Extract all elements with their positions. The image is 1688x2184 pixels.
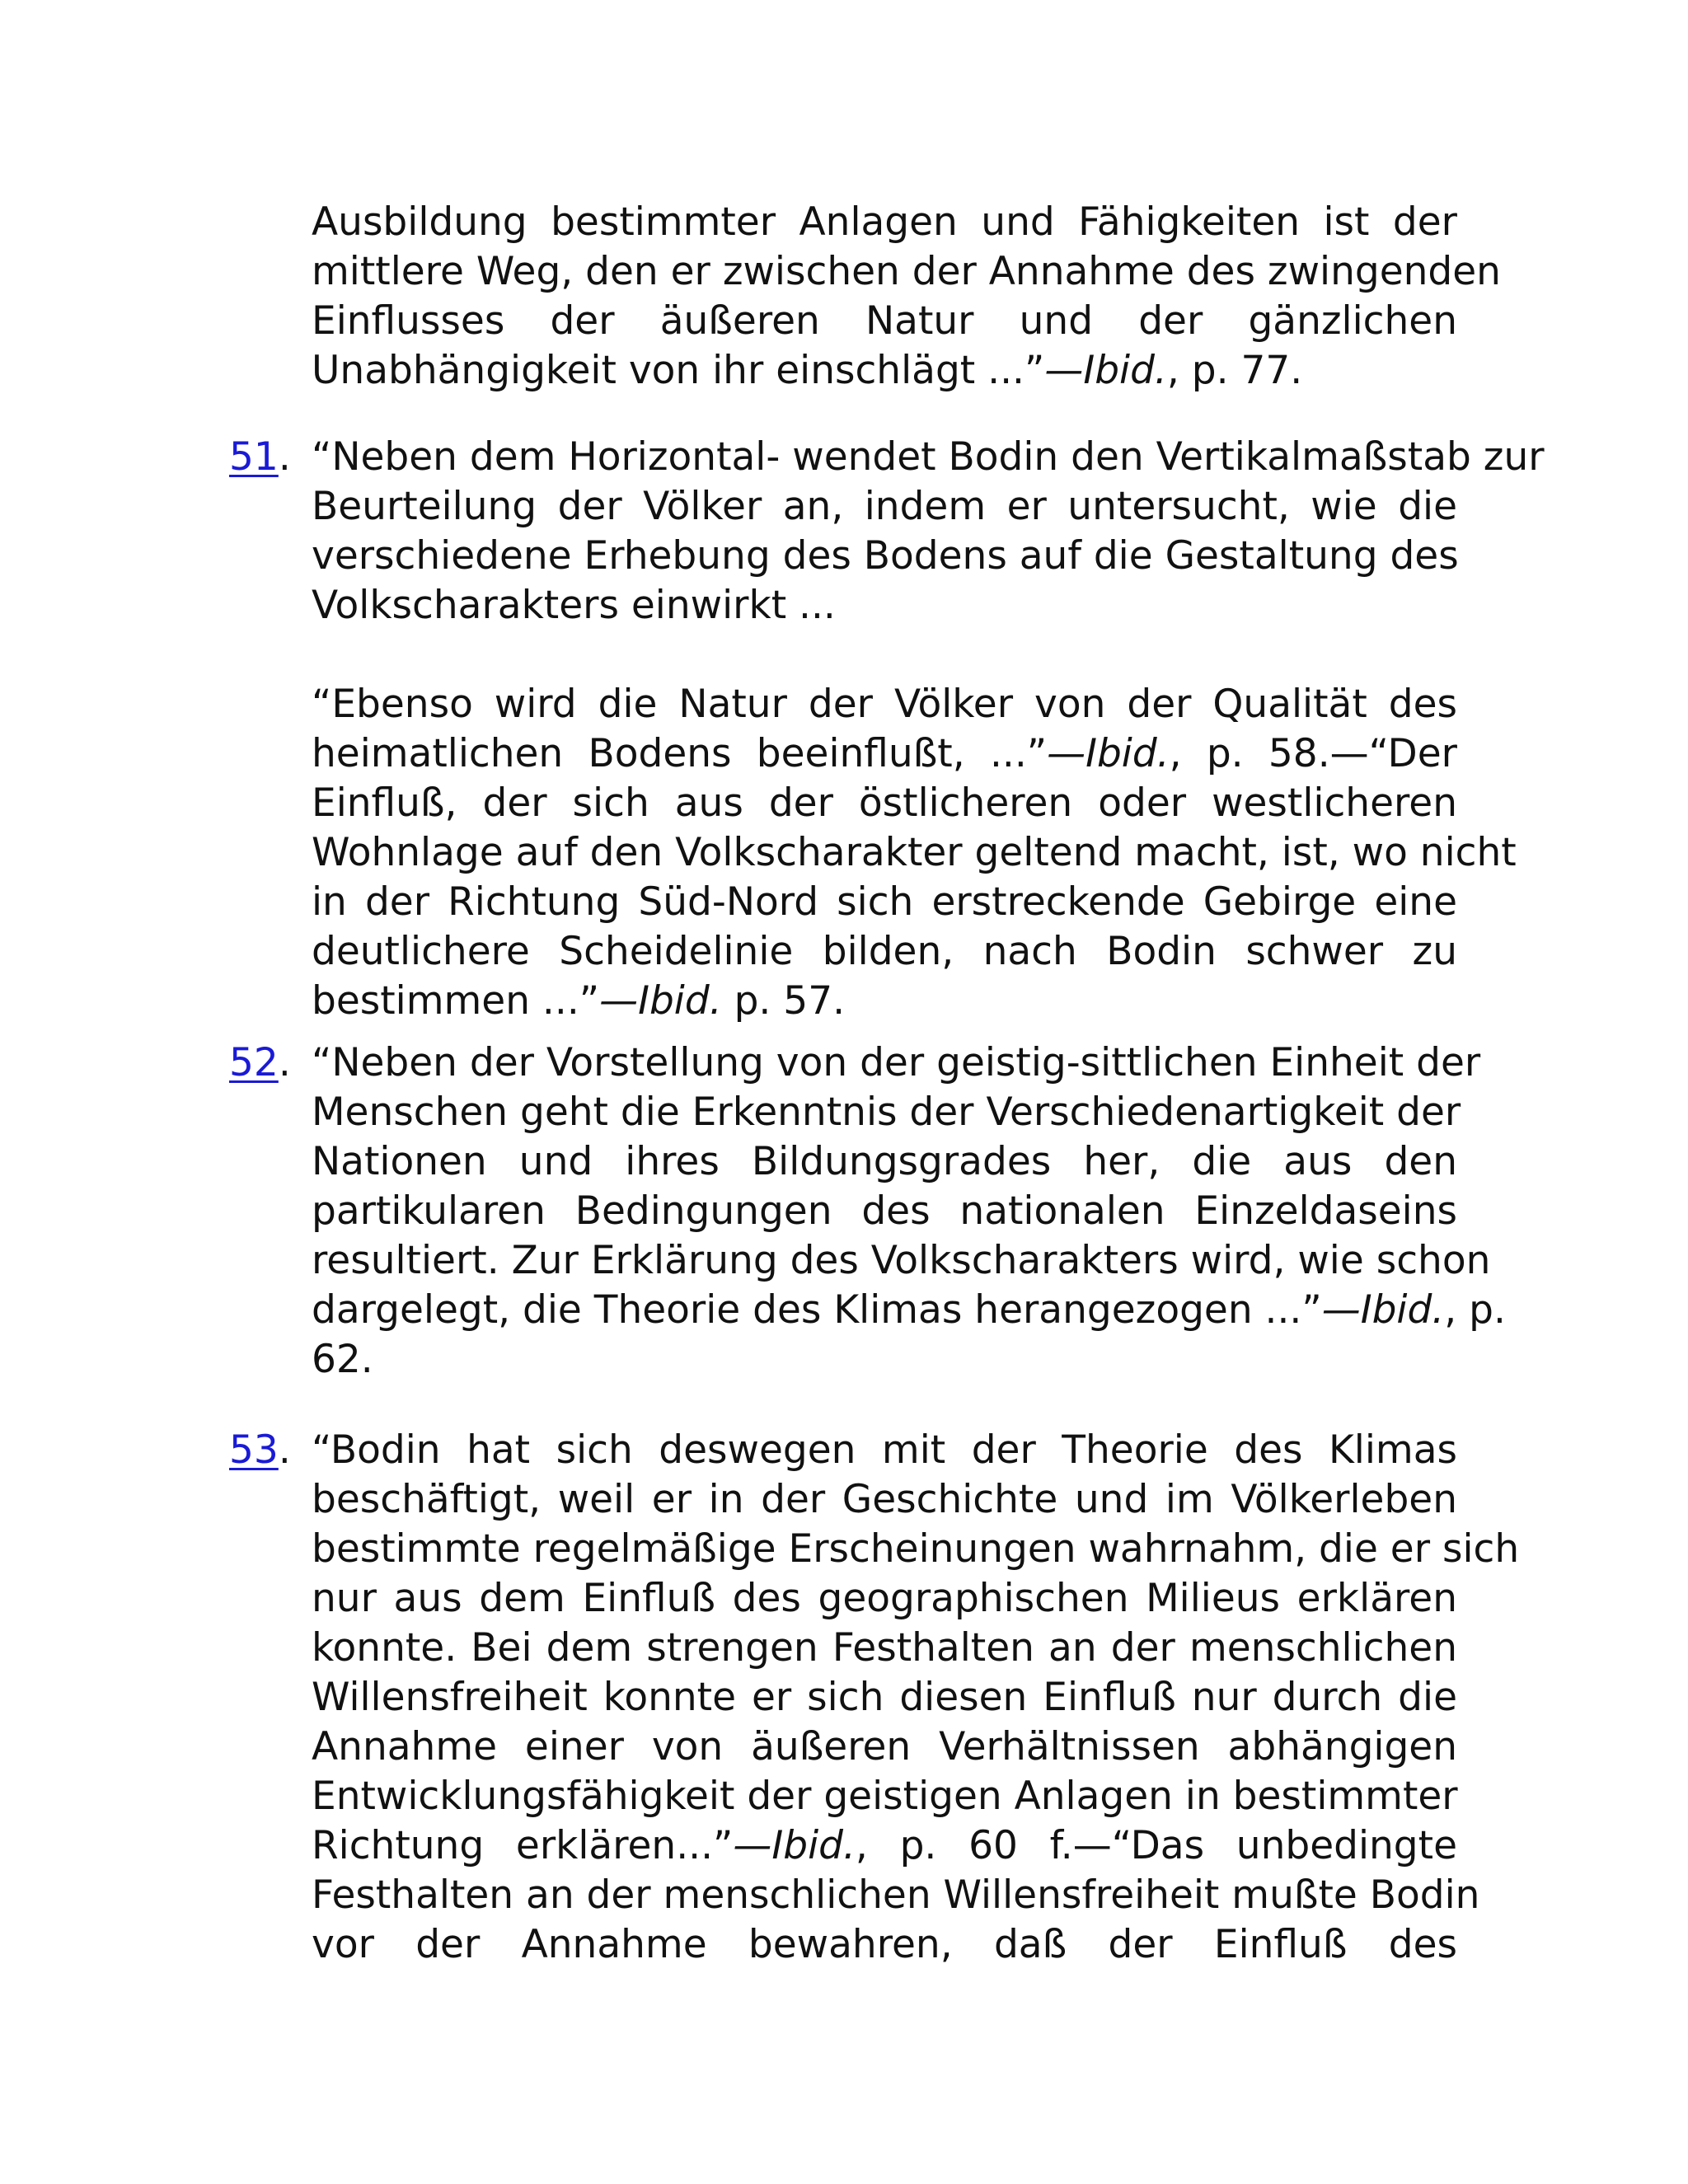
- text-line: mittlere Weg, den er zwischen der Annahme des zwingenden: [312, 249, 1501, 294]
- text-line: Einflusses der äußeren Natur und der gänzlichen: [312, 298, 1457, 344]
- text-line: konnte. Bei dem strengen Festhalten an der menschlichen: [312, 1625, 1457, 1671]
- footnote-paragraph: [312, 1038, 1506, 1385]
- footnote-53-link[interactable]: 53: [229, 1427, 279, 1473]
- footnote-number-dot: .: [278, 1427, 291, 1473]
- footnote-number-dot: .: [278, 1040, 291, 1085]
- text-line: heimatlichen Bodens beeinflußt, ...”—Ibid., p. 58.—“Der: [312, 731, 1457, 776]
- text-line: resultiert. Zur Erklärung des Volkscharakters wird, wie schon: [312, 1238, 1491, 1283]
- text-line: “Neben der Vorstellung von der geistig-sittlichen Einheit der: [312, 1040, 1481, 1085]
- footnote-52-link[interactable]: 52: [229, 1040, 279, 1085]
- text-line: bestimmen ...”—Ibid. p. 57.: [312, 978, 846, 1024]
- footnote-number: [229, 433, 291, 482]
- text-line: Willensfreiheit konnte er sich diesen Einfluß nur durch die: [312, 1675, 1457, 1720]
- text-line: beschäftigt, weil er in der Geschichte und im Völkerleben: [312, 1477, 1457, 1522]
- text-line: Volkscharakters einwirkt ...: [312, 583, 836, 628]
- text-line: Festhalten an der menschlichen Willensfreiheit mußte Bodin: [312, 1872, 1480, 1918]
- text-line: Einfluß, der sich aus der östlicheren oder westlicheren: [312, 780, 1457, 826]
- text-line: Beurteilung der Völker an, indem er untersucht, wie die: [312, 484, 1457, 529]
- text-line: vor der Annahme bewahren, daß der Einfluß des: [312, 1922, 1457, 1967]
- text-line: bestimmte regelmäßige Erscheinungen wahrnahm, die er sich: [312, 1526, 1520, 1572]
- text-line: Wohnlage auf den Volkscharakter geltend macht, ist, wo nicht: [312, 830, 1517, 875]
- footnote-paragraph: [312, 1426, 1520, 1970]
- text-line: Annahme einer von äußeren Verhältnissen abhängigen: [312, 1724, 1457, 1769]
- text-line: Menschen geht die Erkenntnis der Verschiedenartigkeit der: [312, 1090, 1461, 1135]
- footnote-paragraph: [312, 680, 1517, 1026]
- text-line: nur aus dem Einfluß des geographischen Milieus erklären: [312, 1576, 1457, 1621]
- text-line: Unabhängigkeit von ihr einschlägt ...”—Ibid., p. 77.: [312, 348, 1303, 393]
- text-line: in der Richtung Süd-Nord sich erstreckende Gebirge eine: [312, 879, 1457, 925]
- text-line: verschiedene Erhebung des Bodens auf die Gestaltung des: [312, 533, 1459, 579]
- text-line: “Neben dem Horizontal- wendet Bodin den Vertikalmaßstab zur: [312, 434, 1545, 480]
- text-line: 62.: [312, 1337, 373, 1382]
- footnote-51-link[interactable]: 51: [229, 434, 279, 480]
- text-line: Entwicklungsfähigkeit der geistigen Anlagen in bestimmter: [312, 1774, 1458, 1819]
- footnote-number: [229, 1426, 291, 1475]
- text-line: partikularen Bedingungen des nationalen Einzeldaseins: [312, 1188, 1457, 1234]
- text-line: “Ebenso wird die Natur der Völker von der Qualität des: [312, 682, 1457, 727]
- text-line: “Bodin hat sich deswegen mit der Theorie des Klimas: [312, 1427, 1457, 1473]
- footnote-number-dot: .: [278, 434, 291, 480]
- text-line: Ausbildung bestimmter Anlagen und Fähigkeiten ist der: [312, 199, 1457, 245]
- text-line: dargelegt, die Theorie des Klimas herangezogen ...”—Ibid., p.: [312, 1287, 1506, 1333]
- footnote-paragraph: [312, 433, 1545, 630]
- text-line: Richtung erklären...”—Ibid., p. 60 f.—“Das unbedingte: [312, 1823, 1457, 1868]
- text-line: deutlichere Scheidelinie bilden, nach Bodin schwer zu: [312, 929, 1457, 974]
- text-line: Nationen und ihres Bildungsgrades her, die aus den: [312, 1139, 1457, 1184]
- footnote-paragraph: [312, 198, 1501, 396]
- footnote-number: [229, 1038, 291, 1088]
